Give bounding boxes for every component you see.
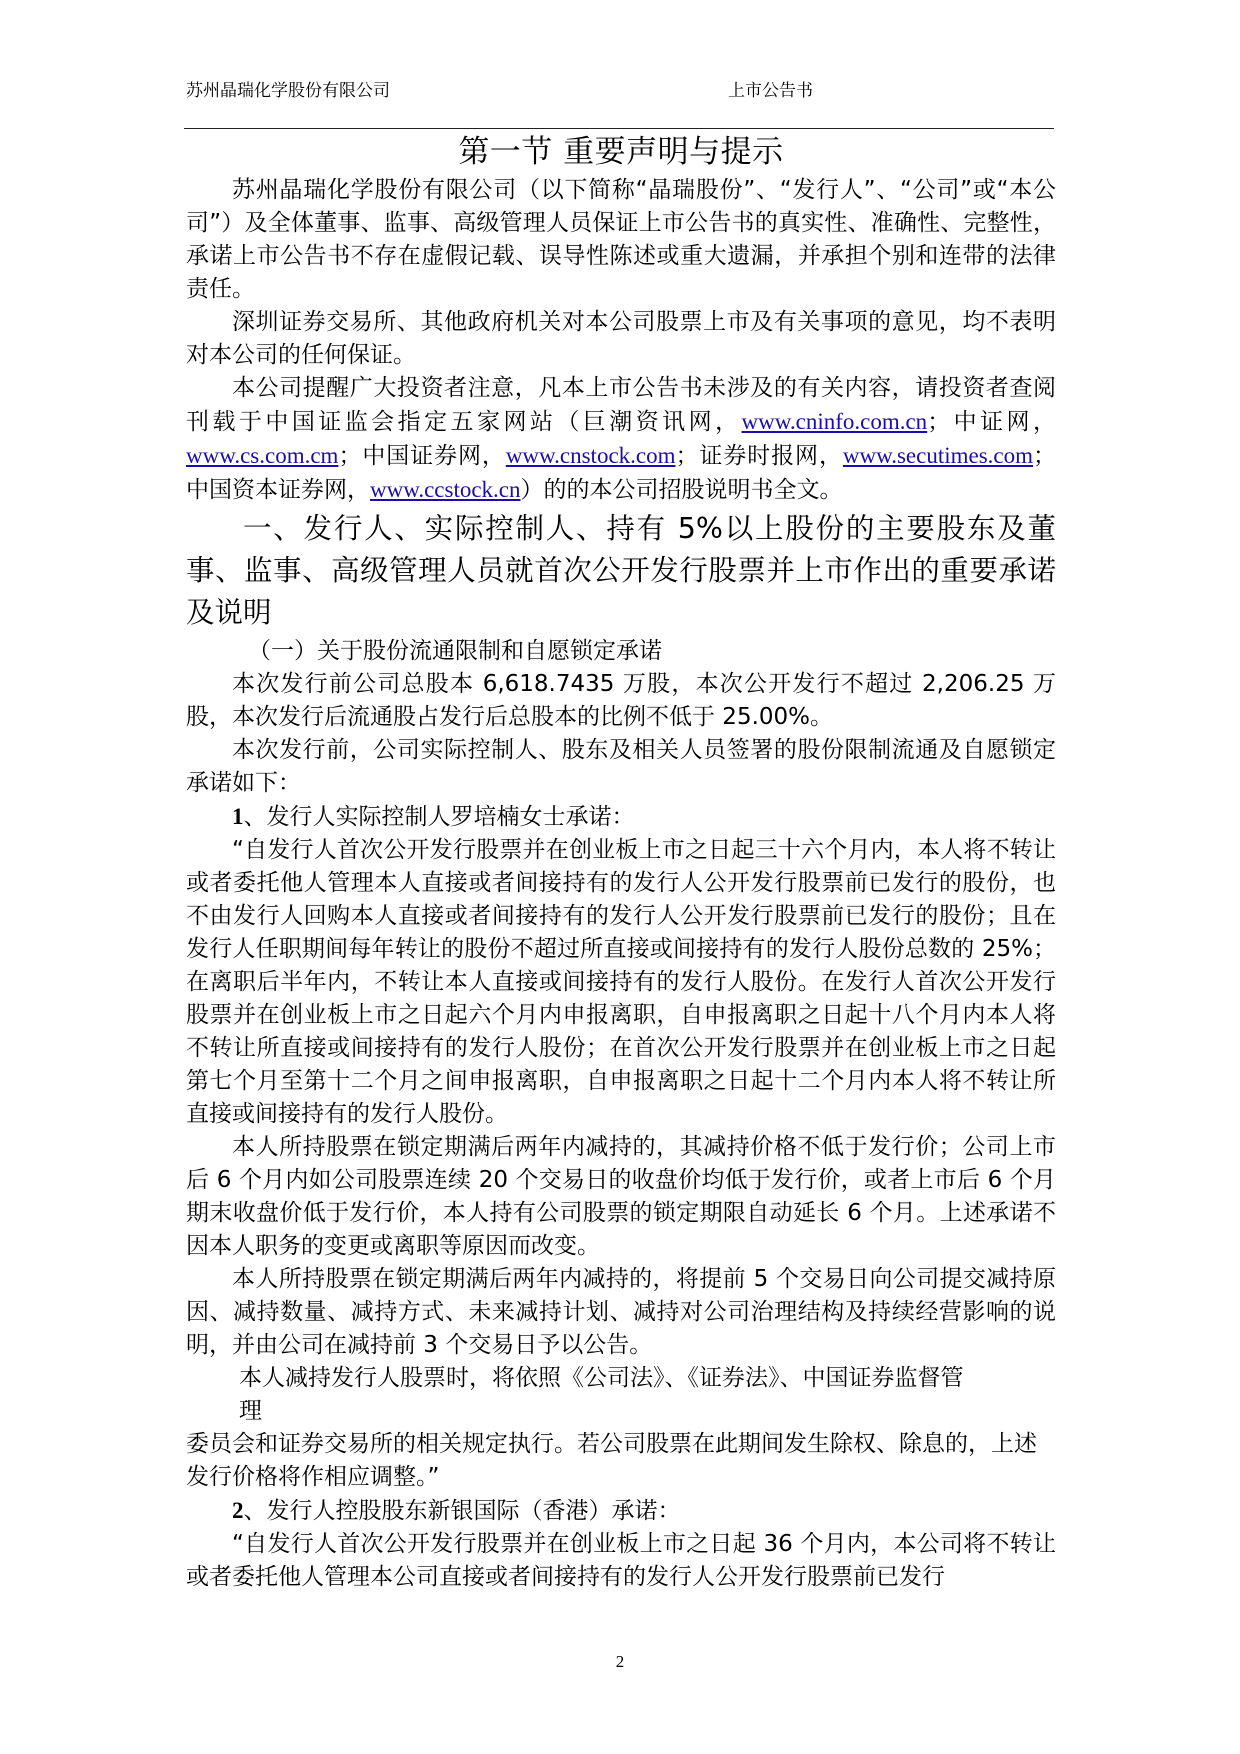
paragraph-regulation-line2: 理 [239, 1398, 262, 1424]
paragraph-exchange-disclaimer: 深圳证券交易所、其他政府机关对本公司股票上市及有关事项的意见，均不表明对本公司的任何保证。 [186, 309, 1056, 368]
link-secutimes[interactable]: www.secutimes.com [842, 443, 1034, 468]
header-rule [184, 128, 1054, 129]
paragraph-investor-notice: 本公司提醒广大投资者注意，凡本上市公告书未涉及的有关内容，请投资者查阅刊载于中国证监会指定五家网站（巨潮资讯网，www.cninfo.com.cn；中证网，www.cs.com.cm；中国证券网，www.cnstock.com；证券时报网，www.secutimes.com；中国资本证券网，www.ccstock.cn）的的本公司招股说明书全文。 [186, 375, 1057, 503]
paragraph-lockup-intro: 本次发行前，公司实际控制人、股东及相关人员签署的股份限制流通及自愿锁定承诺如下： [186, 737, 1056, 796]
link-ccstock[interactable]: www.ccstock.cn [370, 477, 521, 502]
page-number: 2 [615, 1652, 625, 1671]
paragraph-share-capital: 本次发行前公司总股本 6,618.7435 万股，本次公开发行不超过 2,206.25 万股，本次发行后流通股占发行后总股本的比例不低于 25.00%。 [186, 671, 1056, 730]
document-body [186, 130, 1056, 1594]
header-doc-type: 上市公告书 [728, 81, 813, 101]
header-company: 苏州晶瑞化学股份有限公司 [186, 81, 390, 101]
link-cs[interactable]: www.cs.com.cm [186, 443, 339, 468]
link-cninfo[interactable]: www.cninfo.com.cn [741, 409, 928, 434]
section-title: 第一节 重要声明与提示 [458, 134, 784, 170]
paragraph-regulation-line1: 本人减持发行人股票时，将依照《公司法》、《证券法》、中国证券监督管 [239, 1365, 964, 1391]
paragraph-declaration: 苏州晶瑞化学股份有限公司（以下简称“晶瑞股份”、“发行人”、“公司”或“本公司”）及全体董事、监事、高级管理人员保证上市公告书的真实性、准确性、完整性，承诺上市公告书不存在虚假记载、误导性陈述或重大遗漏，并承担个别和连带的法律责任。 [186, 177, 1056, 302]
heading-commitments: 一、发行人、实际控制人、持有 5%以上股份的主要股东及董事、监事、高级管理人员就首次公开发行股票并上市作出的重要承诺及说明 [186, 512, 1056, 629]
paragraph-shareholder-quote: “自发行人首次公开发行股票并在创业板上市之日起 36 个月内，本公司将不转让或者委托他人管理本公司直接或者间接持有的发行人公开发行股票前已发行 [186, 1531, 1056, 1590]
subheading-lockup: （一）关于股份流通限制和自愿锁定承诺 [248, 638, 662, 664]
item-controller-commitment: 1、发行人实际控制人罗培楠女士承诺： [232, 804, 635, 830]
link-cnstock[interactable]: www.cnstock.com [505, 443, 676, 468]
paragraph-controller-quote: “自发行人首次公开发行股票并在创业板上市之日起三十六个月内，本人将不转让或者委托他人管理本人直接或者间接持有的发行人公开发行股票前已发行的股份，也不由发行人回购本人直接或者间接持有的发行人公开发行股票前已发行的股份；且在发行人任职期间每年转让的股份不超过所直接或间接持有的发行人股份总数的 25%；在离职后半年内，不转让本人直接或间接持有的发行人股份。在发行人首次公开发行股票并在创业板上市之日起六个月内申报离职，自申报离职之日起十八个月内本人将不转让所直接或间接持有的发行人股份；在首次公开发行股票并在创业板上市之日起第七个月至第十二个月之间申报离职，自申报离职之日起十二个月内本人将不转让所直接或间接持有的发行人股份。 [186, 837, 1056, 1127]
paragraph-sale-notice: 本人所持股票在锁定期满后两年内减持的，将提前 5 个交易日向公司提交减持原因、减持数量、减持方式、未来减持计划、减持对公司治理结构及持续经营影响的说明，并由公司在减持前 3 个交易日予以公告。 [186, 1266, 1056, 1358]
item-shareholder-commitment: 2、发行人控股股东新银国际（香港）承诺： [232, 1498, 681, 1524]
paragraph-sale-price: 本人所持股票在锁定期满后两年内减持的，其减持价格不低于发行价；公司上市后 6 个月内如公司股票连续 20 个交易日的收盘价均低于发行价，或者上市后 6 个月期末收盘价低于发行价，本人持有公司股票的锁定期限自动延长 6 个月。上述承诺不因本人职务的变更或离职等原因而改变。 [186, 1134, 1056, 1259]
paragraph-regulation-rest: 委员会和证券交易所的相关规定执行。若公司股票在此期间发生除权、除息的，上述发行价格将作相应调整。” [186, 1431, 1037, 1490]
